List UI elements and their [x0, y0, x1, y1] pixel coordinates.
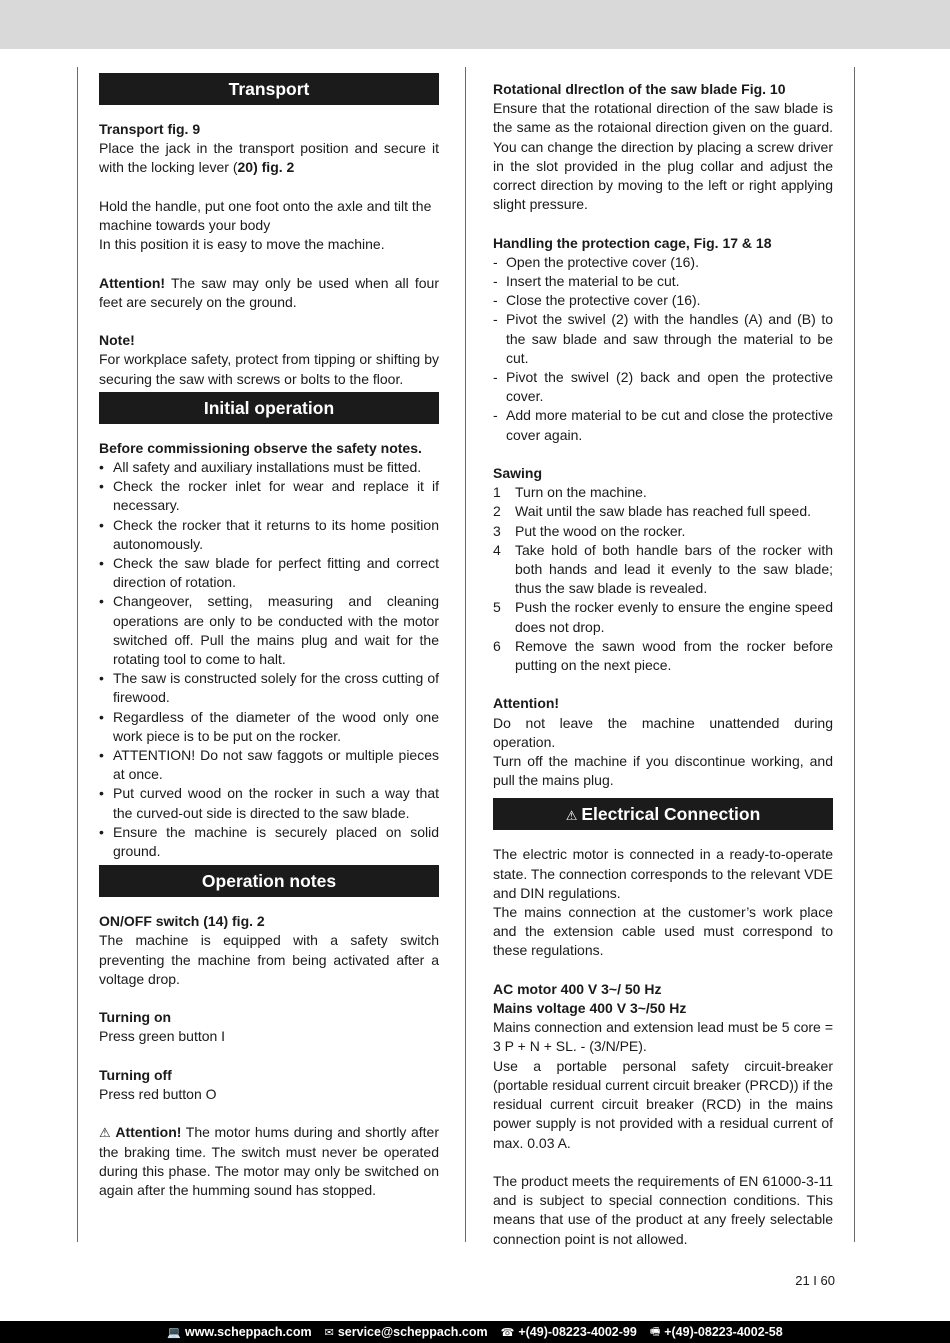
- list-item: 1 Turn on the machine.: [493, 484, 647, 501]
- list-item: - Open the protective cover (16).: [493, 253, 699, 270]
- transport-subheading: Transport fig. 9: [99, 121, 201, 137]
- transport-move-text: In this position it is easy to move the machine.: [99, 236, 385, 253]
- electrical-text-4: Use a portable personal safety circuit-breaker (portable residual current circuit breaker (PRCD)) if the residual current circuit breaker (RCD) in the mains power supply is not provided with a residual current of max. 0.03 A.: [493, 1057, 833, 1151]
- list-item: 3 Put the wood on the rocker.: [493, 522, 686, 539]
- list-item: - Add more material to be cut and close the protective cover again.: [493, 407, 833, 443]
- list-item: 2 Wait until the saw blade has reached full speed.: [493, 503, 811, 520]
- list-item: 4 Take hold of both handle bars of the rocker with both hands and lead it evenly to the saw blade; thus the saw blade is revealed.: [493, 541, 833, 597]
- top-header-band: [0, 0, 950, 49]
- footer-web[interactable]: 💻 www.scheppach.com: [167, 1325, 312, 1339]
- computer-icon: 💻: [167, 1326, 181, 1339]
- list-item: - Insert the material to be cut.: [493, 273, 680, 290]
- warning-triangle-icon: ⚠: [99, 1125, 112, 1141]
- turning-on-label: Turning on: [99, 1009, 172, 1026]
- list-item: - Pivot the swivel (2) with the handles (A) and (B) to the saw blade and saw through the material to be cut.: [493, 311, 833, 366]
- left-margin-rule: [77, 67, 78, 1242]
- electrical-text-5: The product meets the requirements of EN 61000-3-11 and is subject to special connection conditions. This means that use of the product at any freely selectable connection point is not allowed.: [493, 1172, 833, 1247]
- list-item: • Check the saw blade for perfect fitting and correct direction of rotation.: [99, 555, 439, 591]
- transport-paragraph: [99, 139, 439, 177]
- right-column: [493, 80, 833, 1249]
- turning-off-label: Turning off: [99, 1066, 172, 1083]
- section-heading-initial-operation: Initial operation: [99, 392, 439, 424]
- list-item: • Check the rocker that it returns to its home position autonomously.: [99, 516, 439, 552]
- footer-fax[interactable]: 🖷 +(49)-08223-4002-58: [650, 1323, 783, 1342]
- list-item: • The saw is constructed solely for the cross cutting of firewood.: [99, 670, 439, 706]
- transport-handle-text: Hold the handle, put one foot onto the axle and tilt the machine towards your body: [99, 197, 432, 233]
- attention-label: Attention!: [115, 1124, 182, 1141]
- electrical-text-2: The mains connection at the customer’s work place and the extension cable used must correspond to these regulations.: [493, 904, 833, 959]
- fax-icon: 🖷: [649, 1325, 661, 1338]
- turning-off-text: Press red button O: [99, 1086, 217, 1103]
- page-number: 21 I 60: [795, 1273, 835, 1288]
- rotation-heading: Rotational dlrectlon of the saw blade Fig. 10: [493, 81, 786, 97]
- section-heading-operation-notes: Operation notes: [99, 865, 439, 897]
- footer-bar: [0, 1321, 950, 1343]
- warning-triangle-icon: ⚠: [565, 808, 578, 824]
- electrical-text-3: Mains connection and extension lead must be 5 core = 3 P + N + SL. - (3/N/PE).: [493, 1019, 833, 1055]
- note-label: Note!: [99, 332, 135, 349]
- list-item: • Ensure the machine is securely placed on solid ground.: [99, 823, 439, 860]
- phone-icon: ☎: [500, 1326, 515, 1339]
- list-item: • Regardless of the diameter of the wood only one work piece is to be put on the rocker.: [99, 708, 439, 744]
- center-column-rule: [465, 67, 466, 1242]
- list-item: • Changeover, setting, measuring and cleaning operations are only to be conducted with the motor switched off. Pull the mains plug and wait for the rotating tool to come to halt.: [99, 593, 439, 668]
- list-item: 6 Remove the sawn wood from the rocker before putting on the next piece.: [493, 637, 833, 674]
- sawing-steps: [493, 483, 833, 675]
- initial-intro: Before commissioning observe the safety notes.: [99, 439, 422, 456]
- note-text: For workplace safety, protect from tipping or shifting by securing the saw with screws or bolts to the floor.: [99, 351, 439, 387]
- mains-voltage-spec: Mains voltage 400 V 3~/50 Hz: [493, 1000, 687, 1017]
- operation-attention: [99, 1123, 439, 1200]
- transport-attention: [99, 274, 439, 312]
- switch-subheading: ON/OFF switch (14) fig. 2: [99, 913, 265, 930]
- sawing-heading: Sawing: [493, 465, 543, 482]
- section-heading-electrical-connection: ⚠ Electrical Connection: [493, 798, 833, 830]
- right-margin-rule: [854, 67, 855, 1242]
- attention-text: The saw may only be used when all four feet are securely on the ground.: [99, 274, 439, 310]
- transport-text: Place the jack in the transport position and secure it with the locking lever (: [99, 140, 439, 176]
- section-heading-transport: Transport: [99, 73, 439, 105]
- cage-dash-list: [493, 253, 833, 445]
- attention-label: Attention!: [493, 695, 560, 712]
- list-item: - Close the protective cover (16).: [493, 292, 701, 309]
- cage-heading: Handling the protection cage, Fig. 17 & 18: [493, 234, 772, 251]
- ac-motor-spec: AC motor 400 V 3~/ 50 Hz: [493, 980, 662, 997]
- left-column: [99, 73, 439, 1200]
- switch-text: The machine is equipped with a safety switch preventing the machine from being activated after a voltage drop.: [99, 932, 439, 987]
- attention-label: Attention!: [99, 274, 166, 291]
- attention-text: The motor hums during and shortly after the braking time. The switch must never be operated during this phase. The motor may only be switched on again after the humming sound has stopped.: [99, 1124, 439, 1199]
- mail-icon: ✉: [324, 1326, 334, 1339]
- rotation-text: Ensure that the rotational direction of the saw blade is the same as the rotaional direction given on the guard. You can change the direction by placing a screw driver in the slot provided in the plug collar and adjust the correct direction by moving to the left or right applying slight pressure.: [493, 100, 833, 213]
- list-item: • Put curved wood on the rocker in such a way that the curved-out side is directed to the saw blade.: [99, 785, 439, 821]
- list-item: - Pivot the swivel (2) back and open the protective cover.: [493, 369, 833, 405]
- footer-email[interactable]: ✉ service@scheppach.com: [324, 1325, 488, 1339]
- list-item: 5 Push the rocker evenly to ensure the engine speed does not drop.: [493, 599, 833, 635]
- turning-on-text: Press green button I: [99, 1028, 226, 1045]
- list-item: • Check the rocker inlet for wear and replace it if necessary.: [99, 478, 439, 514]
- footer-phone[interactable]: ☎ +(49)-08223-4002-99: [500, 1325, 637, 1339]
- transport-fig-ref: 20) fig. 2: [237, 159, 295, 176]
- list-item: • ATTENTION! Do not saw faggots or multiple pieces at once.: [99, 747, 439, 783]
- attention-text: Do not leave the machine unattended during operation.: [493, 714, 833, 750]
- attention-text-2: Turn off the machine if you discontinue working, and pull the mains plug.: [493, 753, 833, 789]
- initial-bullet-list: [99, 458, 439, 861]
- list-item: • All safety and auxiliary installations must be fitted.: [99, 459, 422, 475]
- electrical-text-1: The electric motor is connected in a ready-to-operate state. The connection corresponds to the relevant VDE and DIN regulations.: [493, 846, 833, 901]
